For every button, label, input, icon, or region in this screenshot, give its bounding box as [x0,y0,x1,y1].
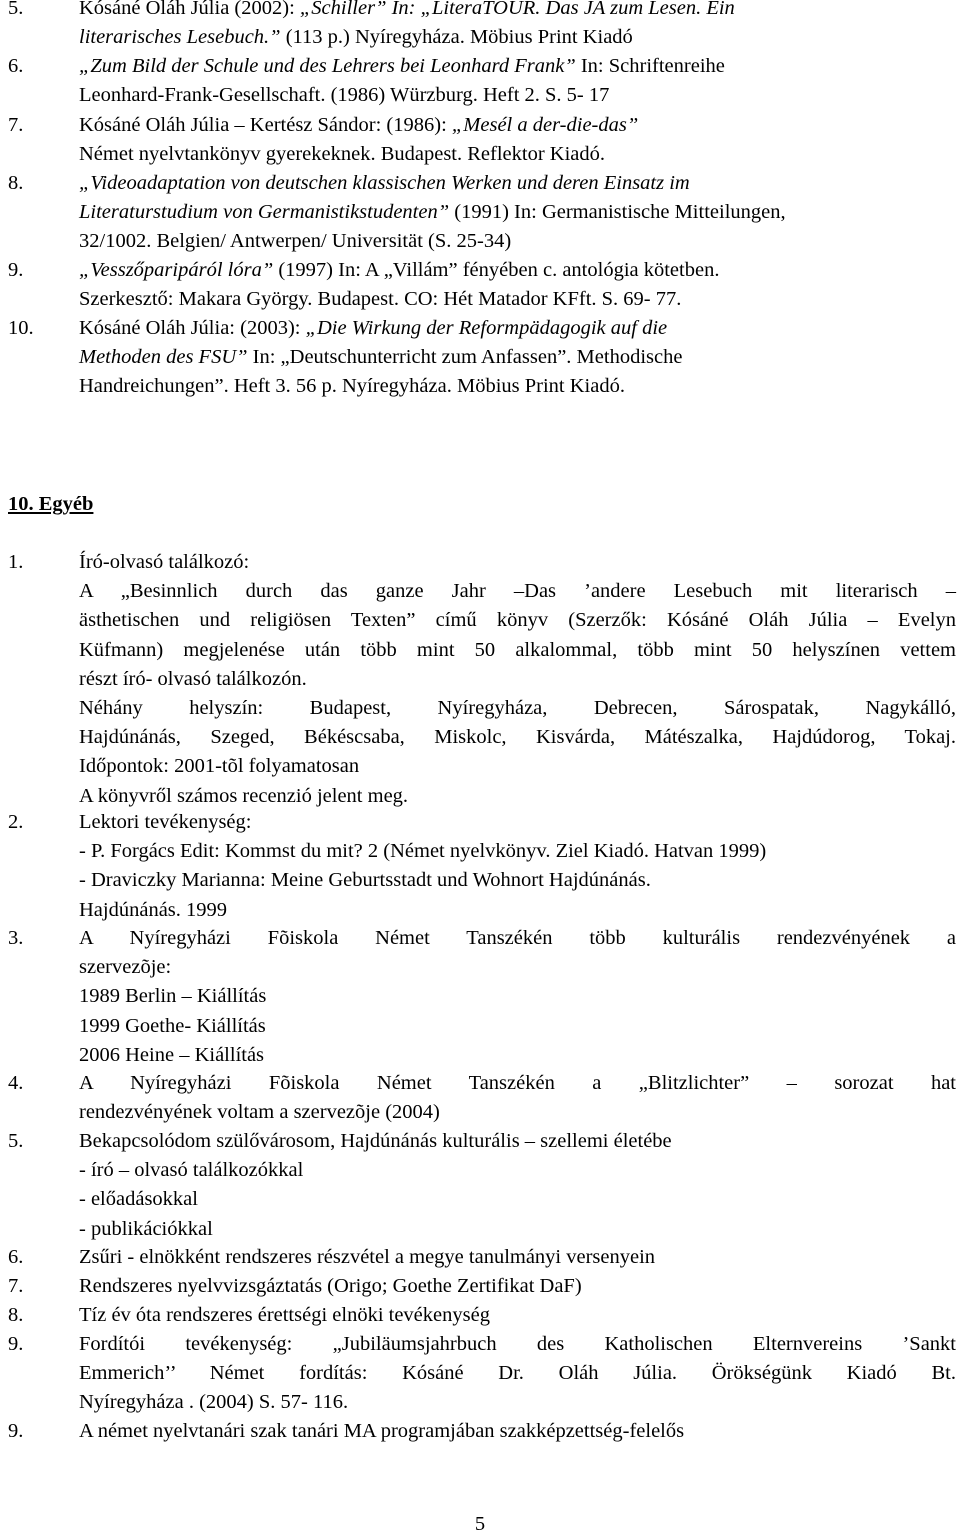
item-number: 5. [8,1130,24,1152]
entry-line [79,111,956,140]
item-line: - író – olvasó találkozókkal [79,1159,304,1182]
activity-item [8,1243,956,1272]
item-number: 1. [8,551,24,573]
item-line: A könyvről számos recenzió jelent meg. [79,784,409,807]
activity-item [8,1127,956,1244]
item-line: A „Besinnlich durch das ganze Jahr –Das ’andere Lesebuch mit literarisch – [79,580,956,603]
italic-title: „Vesszőparipáról lóra” [79,259,274,281]
entry-line [79,314,956,343]
item-line: Időpontok: 2001-tõl folyamatosan [79,755,360,778]
entry-line [79,198,956,227]
text-segment: Leonhard-Frank-Gesellschaft. (1986) Würzburg. Heft 2. S. 5- 17 [79,84,610,107]
entry-line [79,285,956,314]
section-heading: 10. Egyéb [8,493,94,515]
entry-line [79,140,956,169]
activity-item [8,1330,956,1418]
item-text [79,924,956,1070]
item-line: ästhetischen und religiösen Texten” című könyv (Szerzők: Kósáné Oláh Júlia – Evelyn [79,609,956,632]
item-line: Író-olvasó találkozó: [79,551,250,573]
text-segment: In: Schriftenreihe [575,55,725,77]
entry-text [79,111,956,169]
item-line: 1999 Goethe- Kiállítás [79,1014,266,1037]
entry-number: 7. [8,114,24,136]
item-number: 9. [8,1333,24,1355]
item-number: 6. [8,1246,24,1268]
publication-entry [8,52,956,110]
activity-item [8,548,956,811]
item-text [79,1330,956,1418]
entry-number: 6. [8,55,24,77]
item-line: részt író- olvasó találkozón. [79,667,307,690]
entry-number: 9. [8,259,24,281]
item-line: Bekapcsolódom szülővárosom, Hajdúnánás kulturális – szellemi életébe [79,1130,672,1152]
item-line: rendezvényének voltam a szervezõje (2004) [79,1101,440,1124]
text-segment: (1997) In: A „Villám” fényében c. antológia kötetben. [273,259,720,281]
item-line: Néhány helyszín: Budapest, Nyíregyháza, Debrecen, Sárospatak, Nagykálló, [79,697,956,720]
text-segment: (1991) In: Germanistische Mitteilungen, [449,201,786,224]
text-segment: 32/1002. Belgien/ Antwerpen/ Universität (S. 25-34) [79,230,512,253]
item-line: - előadásokkal [79,1188,198,1211]
item-text [79,1301,956,1330]
entry-number: 8. [8,172,24,194]
text-segment: Szerkesztő: Makara György. Budapest. CO: Hét Matador KFft. S. 69- 77. [79,288,682,311]
item-line: szervezõje: [79,956,172,979]
item-text [79,1417,956,1446]
italic-title: literarisches Lesebuch.” [79,26,281,49]
item-line: 1989 Berlin – Kiállítás [79,985,267,1008]
entry-text [79,52,956,110]
text-segment: Kósáné Oláh Júlia: (2003): [79,317,306,339]
item-line: - Draviczky Marianna: Meine Geburtsstadt und Wohnort Hajdúnánás. [79,869,651,892]
item-line: A német nyelvtanári szak tanári MA programjában szakképzettség-felelős [79,1420,685,1442]
italic-title: „Mesél a der-die-das” [451,114,639,136]
entry-line [79,256,956,285]
item-line: Rendszeres nyelvvizsgáztatás (Origo; Goethe Zertifikat DaF) [79,1275,582,1297]
entry-number: 5. [8,0,24,19]
page-number: 5 [474,1513,486,1535]
text-segment: Handreichungen”. Heft 3. 56 p. Nyíregyháza. Möbius Print Kiadó. [79,375,625,398]
item-line: Hajdúnánás. 1999 [79,898,228,921]
item-line: Zsűri - elnökként rendszeres részvétel a megye tanulmányi versenyein [79,1246,656,1268]
italic-title: Methoden des FSU” [79,346,248,369]
item-text [79,1272,956,1301]
italic-title: „Die Wirkung der Reformpädagogik auf die [305,317,668,339]
item-line: Fordítói tevékenység: „Jubiläumsjahrbuch des Katholischen Elternvereins ’Sankt [79,1333,956,1355]
entry-number: 10. [8,317,34,339]
item-number: 4. [8,1072,24,1094]
activity-item [8,808,956,925]
publication-entry [8,314,956,402]
item-number: 7. [8,1275,24,1297]
text-segment: In: „Deutschunterricht zum Anfassen”. Methodische [247,346,683,369]
item-text [79,1069,956,1127]
item-line: A Nyíregyházi Fõiskola Német Tanszékén több kulturális rendezvényének a [79,927,956,949]
item-line: 2006 Heine – Kiállítás [79,1043,265,1066]
publication-entry [8,111,956,169]
publication-entry [8,169,956,257]
item-number: 3. [8,927,24,949]
entry-text [79,314,956,402]
italic-title: „Schiller” In: „LiteraTOUR. Das JA zum Lesen. Ein [299,0,735,19]
italic-title: Literaturstudium von Germanistikstudenten” [79,201,450,224]
item-number: 9. [8,1420,24,1442]
item-text [79,1127,956,1244]
entry-line [79,23,956,52]
item-line: Küfmann) megjelenése után több mint 50 alkalommal, több mint 50 helyszínen vettem [79,638,956,661]
entry-line [79,52,956,81]
text-segment: Kósáné Oláh Júlia – Kertész Sándor: (1986): [79,114,452,136]
item-text [79,1243,956,1272]
item-line: Hajdúnánás, Szeged, Békéscsaba, Miskolc, Kisvárda, Mátészalka, Hajdúdorog, Tokaj. [79,726,956,749]
entry-line [79,227,956,256]
item-line: Tíz év óta rendszeres érettségi elnöki tevékenység [79,1304,490,1326]
entry-text [79,256,956,314]
item-text [79,548,956,811]
activity-item [8,1301,956,1330]
text-segment: Kósáné Oláh Júlia (2002): [79,0,300,19]
item-text [79,808,956,925]
item-number: 8. [8,1304,24,1326]
italic-title: „Zum Bild der Schule und des Lehrers bei Leonhard Frank” [79,55,576,77]
activity-item [8,924,956,1070]
activity-item [8,1069,956,1127]
item-line: - publikációkkal [79,1217,213,1240]
item-line: Emmerich’’ Német fordítás: Kósáné Dr. Oláh Júlia. Örökségünk Kiadó Bt. [79,1362,956,1385]
activity-item [8,1417,956,1446]
text-segment: (113 p.) Nyíregyháza. Möbius Print Kiadó [280,26,633,49]
item-line: Nyíregyháza . (2004) S. 57- 116. [79,1391,349,1414]
entry-text [79,169,956,257]
entry-line [79,169,956,198]
entry-line [79,372,956,401]
activity-item [8,1272,956,1301]
italic-title: „Videoadaptation von deutschen klassischen Werken und deren Einsatz im [79,172,690,194]
item-line: - P. Forgács Edit: Kommst du mit? 2 (Német nyelvkönyv. Ziel Kiadó. Hatvan 1999) [79,840,767,863]
item-number: 2. [8,811,24,833]
entry-text [79,0,956,52]
text-segment: Német nyelvtankönyv gyerekeknek. Budapest. Reflektor Kiadó. [79,143,606,166]
entry-line [79,81,956,110]
publication-entry [8,256,956,314]
entry-line [79,343,956,372]
item-line: A Nyíregyházi Fõiskola Német Tanszékén a „Blitzlichter” – sorozat hat [79,1072,956,1094]
publication-entry [8,0,956,52]
entry-line [79,0,956,23]
item-line: Lektori tevékenység: [79,811,252,833]
